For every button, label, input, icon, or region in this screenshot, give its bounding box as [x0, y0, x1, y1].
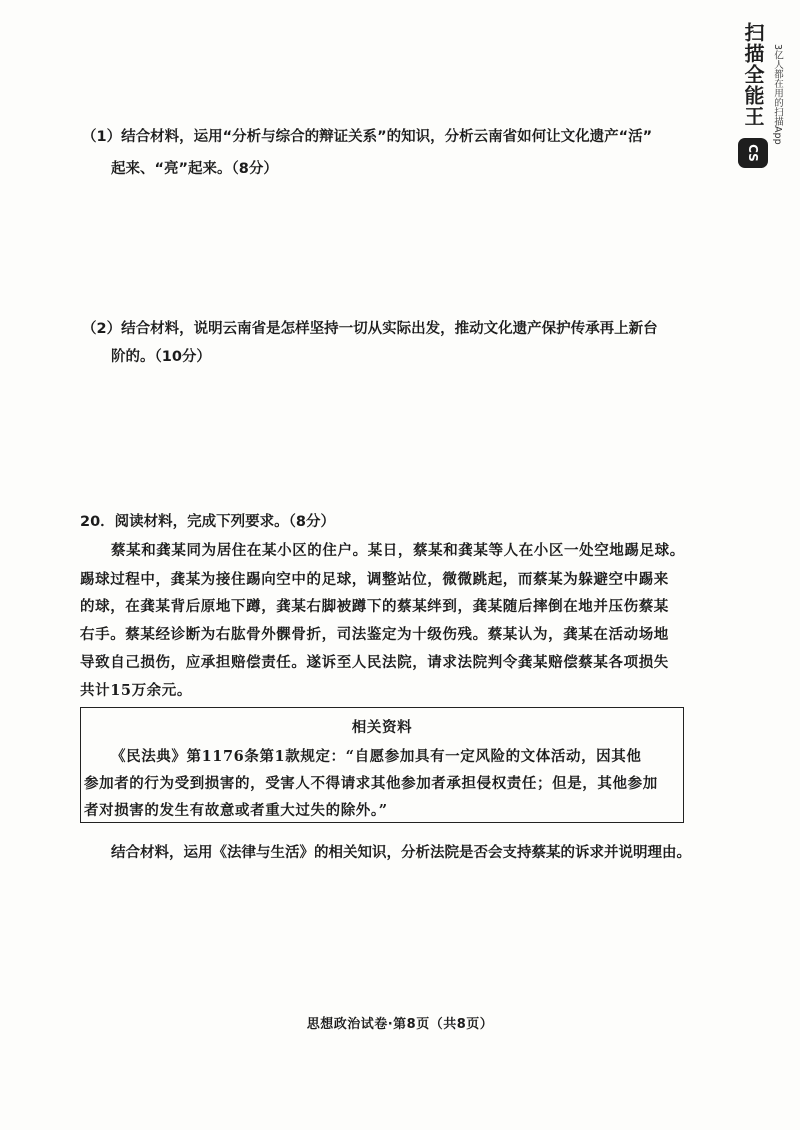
watermark-name: 扫描全能王: [741, 22, 765, 127]
box-line: 者对损害的发生有故意或者重大过失的除外。”: [84, 802, 388, 819]
material-line: 的球，在龚某背后原地下蹲，龚某右脚被蹲下的蔡某绊到，龚某随后摔倒在地并压伤蔡某: [80, 598, 669, 615]
watermark-tagline: 3亿人都在用的扫描App: [772, 44, 783, 145]
q1-line-2: 起来、“亮”起来。（8分）: [111, 161, 278, 177]
material-line: 右手。蔡某经诊断为右肱骨外髁骨折，司法鉴定为十级伤残。蔡某认为，龚某在活动场地: [80, 626, 669, 643]
q20-question: 结合材料，运用《法律与生活》的相关知识，分析法院是否会支持蔡某的诉求并说明理由。: [111, 845, 691, 861]
box-line: 参加者的行为受到损害的，受害人不得请求其他参加者承担侵权责任；但是，其他参加: [84, 775, 658, 792]
box-line: 《民法典》第1176条第1款规定：“自愿参加具有一定风险的文体活动，因其他: [111, 748, 642, 765]
material-line: 踢球过程中，龚某为接住踢向空中的足球，调整站位，微微跳起，而蔡某为躲避空中踢来: [80, 571, 669, 588]
q2-line-2: 阶的。（10分）: [111, 349, 211, 365]
q1-line-1: （1）结合材料，运用“分析与综合的辩证关系”的知识，分析云南省如何让文化遗产“活”: [82, 129, 653, 145]
watermark-logo-icon: CS: [738, 138, 768, 168]
material-line: 蔡某和龚某同为居住在某小区的住户。某日，蔡某和龚某等人在小区一处空地踢足球。: [111, 542, 685, 559]
page-footer: 思想政治试卷·第8页（共8页）: [306, 1017, 494, 1032]
material-line: 导致自己损伤，应承担赔偿责任。遂诉至人民法院，请求法院判令龚某赔偿蔡某各项损失: [80, 654, 669, 671]
q20-heading: 20．阅读材料，完成下列要求。（8分）: [80, 514, 336, 530]
q2-line-1: （2）结合材料，说明云南省是怎样坚持一切从实际出发，推动文化遗产保护传承再上新台: [82, 321, 658, 337]
scanner-watermark: [738, 20, 786, 180]
material-line: 共计15万余元。: [80, 682, 192, 699]
box-title: 相关资料: [351, 719, 413, 736]
